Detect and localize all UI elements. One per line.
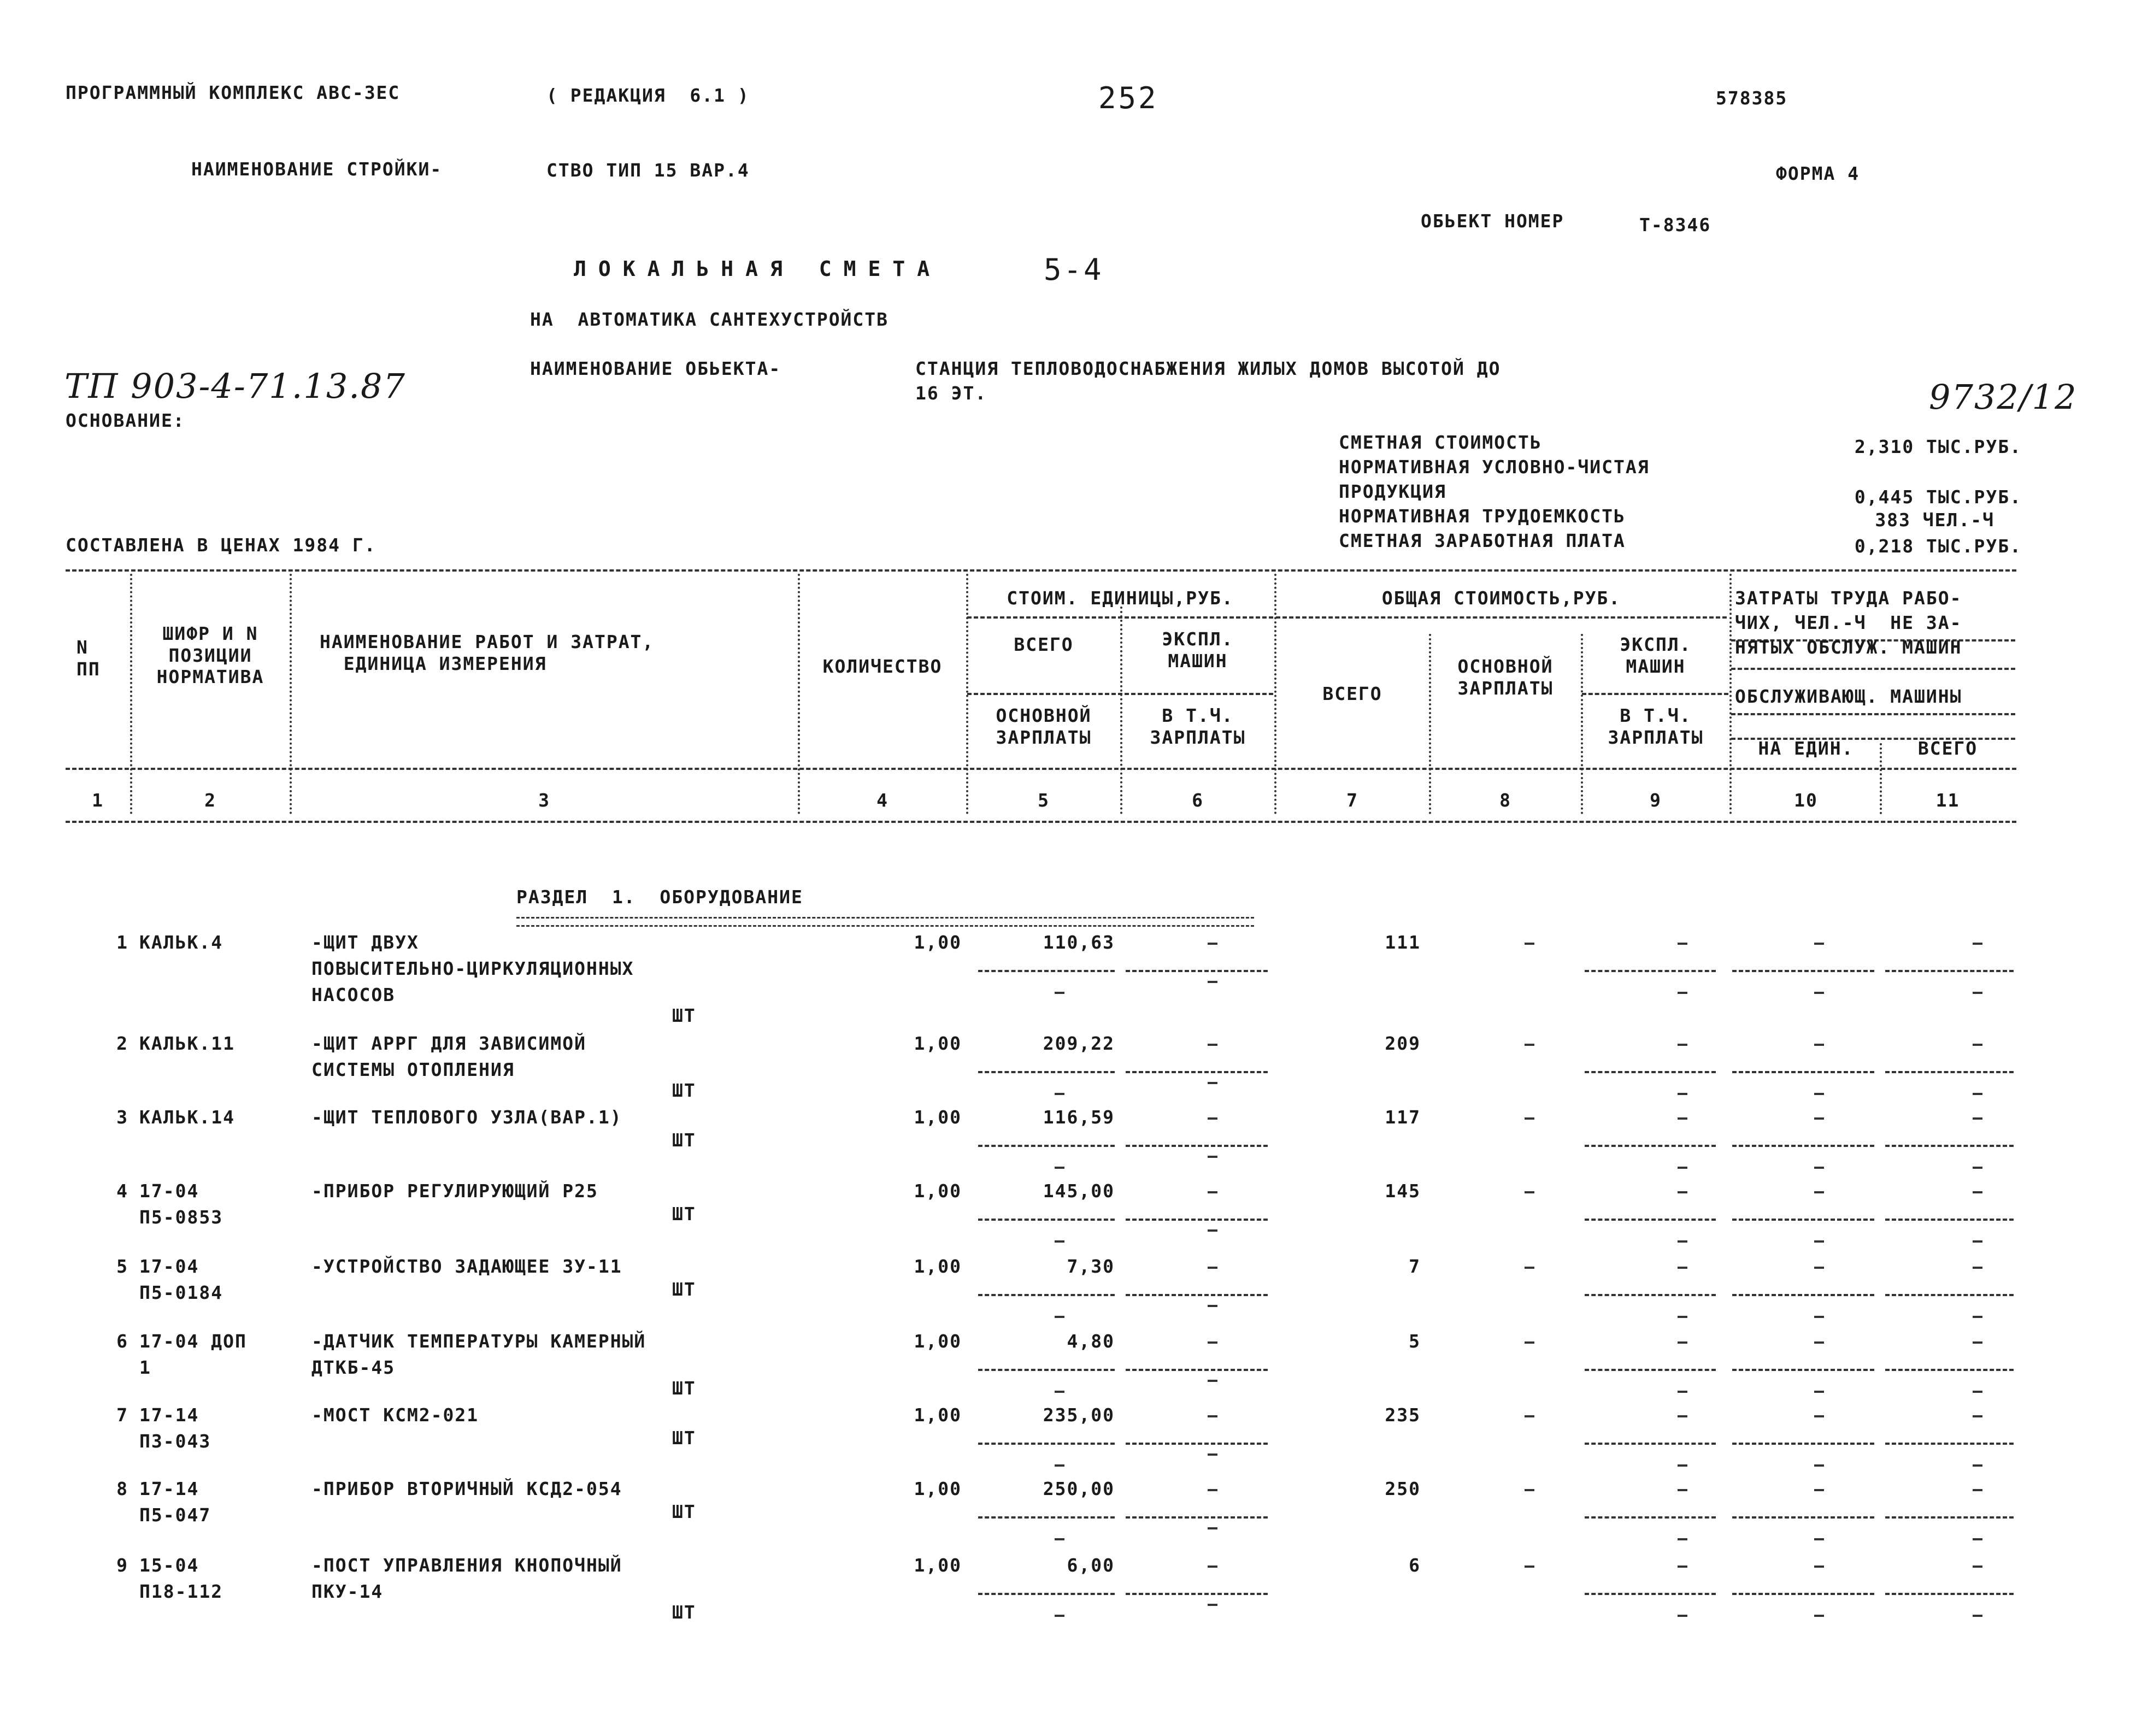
empty-cell-dash [1208, 1566, 1217, 1568]
row-code: 17-14 [139, 1478, 199, 1499]
empty-cell-dash [1814, 1117, 1824, 1120]
row-total-cost: 235 [1385, 1404, 1421, 1426]
col-header-total-all: ВСЕГО [1322, 683, 1382, 704]
cell-rule [978, 1516, 1115, 1519]
col-number: 1 [92, 790, 104, 811]
row-unit-cost: 116,59 [1043, 1107, 1115, 1128]
summary-label-wages: СМЕТНАЯ ЗАРАБОТНАЯ ПЛАТА [1339, 530, 1626, 551]
row-unit: ШТ [672, 1005, 696, 1026]
col-number: 5 [1038, 790, 1050, 811]
row-code: КАЛЬК.4 [139, 932, 223, 953]
row-code: 1 [139, 1357, 151, 1378]
form-label: ФОРМА 4 [1776, 163, 1860, 184]
row-unit: ШТ [672, 1501, 696, 1522]
row-quantity: 1,00 [914, 1256, 962, 1277]
empty-cell-dash [1973, 1240, 1982, 1243]
edition: ( РЕДАКЦИЯ 6.1 ) [546, 85, 750, 106]
summary-label-labor: НОРМАТИВНАЯ ТРУДОЕМКОСТЬ [1339, 505, 1626, 527]
row-name: -ПОСТ УПРАВЛЕНИЯ КНОПОЧНЫЙ [311, 1555, 622, 1576]
row-number: 7 [116, 1404, 128, 1426]
cell-rule [1732, 1219, 1874, 1221]
cell-rule [1126, 970, 1268, 972]
row-code: КАЛЬК.14 [139, 1107, 235, 1128]
empty-cell-dash [1055, 1538, 1064, 1540]
empty-cell-dash [1814, 1167, 1824, 1169]
row-code: 17-04 [139, 1180, 199, 1202]
object-number-value: Т-8346 [1639, 214, 1711, 236]
empty-cell-dash [1208, 1453, 1217, 1456]
cell-rule [1885, 1145, 2014, 1147]
empty-cell-dash [1208, 981, 1217, 983]
row-unit-cost: 235,00 [1043, 1404, 1115, 1426]
col-header-name: НАИМЕНОВАНИЕ РАБОТ И ЗАТРАТ, ЕДИНИЦА ИЗМЕРЕНИЯ [320, 631, 655, 674]
empty-cell-dash [1678, 1167, 1687, 1169]
col-header-unit-base-wage: ОСНОВНОЙ ЗАРПЛАТЫ [996, 705, 1092, 748]
cell-rule [978, 1369, 1115, 1371]
row-quantity: 1,00 [914, 1107, 962, 1128]
sub-rule [1276, 616, 1727, 619]
empty-cell-dash [1208, 1415, 1217, 1417]
cell-rule [1585, 1219, 1716, 1221]
row-name: -ПРИБОР ВТОРИЧНЫЙ КСД2-054 [311, 1478, 622, 1499]
row-unit: ШТ [672, 1602, 696, 1623]
row-total-cost: 5 [1409, 1331, 1421, 1352]
cell-rule [1126, 1294, 1268, 1296]
row-unit-cost: 4,80 [1067, 1331, 1115, 1352]
col-divider [798, 574, 800, 814]
col-divider [1729, 574, 1732, 814]
row-total-cost: 145 [1385, 1180, 1421, 1202]
sub-rule [967, 693, 1273, 695]
col-header-n: N ПП [77, 637, 101, 680]
row-unit-cost: 110,63 [1043, 932, 1115, 953]
cell-rule [1585, 970, 1716, 972]
cell-rule [1885, 1219, 2014, 1221]
row-number: 6 [116, 1331, 128, 1352]
empty-cell-dash [1814, 1538, 1824, 1540]
empty-cell-dash [1055, 1615, 1064, 1617]
empty-cell-dash [1678, 1341, 1687, 1344]
section-underline [516, 917, 1254, 927]
cell-rule [1885, 1071, 2014, 1073]
empty-cell-dash [1525, 1415, 1534, 1417]
cell-rule [1732, 1593, 1874, 1595]
sub-rule [1731, 713, 2015, 715]
col-number: 10 [1794, 790, 1818, 811]
empty-cell-dash [1678, 1191, 1687, 1193]
empty-cell-dash [1208, 1305, 1217, 1307]
col-number: 4 [876, 790, 889, 811]
empty-cell-dash [1678, 1240, 1687, 1243]
empty-cell-dash [1814, 1316, 1824, 1318]
row-number: 9 [116, 1555, 128, 1576]
empty-cell-dash [1678, 992, 1687, 994]
empty-cell-dash [1055, 1167, 1064, 1169]
empty-cell-dash [1208, 1044, 1217, 1046]
empty-cell-dash [1973, 1538, 1982, 1540]
cell-rule [1585, 1294, 1716, 1296]
row-unit: ШТ [672, 1279, 696, 1300]
empty-cell-dash [1973, 1093, 1982, 1095]
col-number: 3 [538, 790, 550, 811]
cell-rule [1585, 1071, 1716, 1073]
estimate-subject: НА АВТОМАТИКА САНТЕХУСТРОЙСТВ [530, 309, 889, 330]
row-unit-cost: 250,00 [1043, 1478, 1115, 1499]
empty-cell-dash [1973, 1464, 1982, 1467]
empty-cell-dash [1814, 1044, 1824, 1046]
empty-cell-dash [1814, 1191, 1824, 1193]
empty-cell-dash [1525, 943, 1534, 945]
cell-rule [1885, 970, 2014, 972]
cell-rule [1585, 1443, 1716, 1445]
summary-label-estimate-cost: СМЕТНАЯ СТОИМОСТЬ [1339, 432, 1542, 453]
row-number: 4 [116, 1180, 128, 1202]
object-name-line2: 16 ЭТ. [915, 382, 987, 404]
row-quantity: 1,00 [914, 1331, 962, 1352]
empty-cell-dash [1814, 992, 1824, 994]
handwritten-archive-number: 9732/12 [1929, 377, 2078, 417]
cell-rule [1732, 970, 1874, 972]
row-name: -ЩИТ ТЕПЛОВОГО УЗЛА(ВАР.1) [311, 1107, 622, 1128]
cell-rule [1126, 1593, 1268, 1595]
empty-cell-dash [1678, 1566, 1687, 1568]
row-unit: ШТ [672, 1080, 696, 1101]
row-quantity: 1,00 [914, 1478, 962, 1499]
row-total-cost: 250 [1385, 1478, 1421, 1499]
summary-value-labor: 383 ЧЕЛ.-Ч [1875, 509, 1994, 531]
cell-rule [1732, 1294, 1874, 1296]
col-number: 8 [1499, 790, 1511, 811]
row-quantity: 1,00 [914, 1180, 962, 1202]
row-number: 3 [116, 1107, 128, 1128]
row-name: -ЩИТ АРРГ ДЛЯ ЗАВИСИМОЙ [311, 1033, 586, 1054]
empty-cell-dash [1973, 1566, 1982, 1568]
row-quantity: 1,00 [914, 932, 962, 953]
price-level: СОСТАВЛЕНА В ЦЕНАХ 1984 Г. [66, 534, 376, 556]
row-number: 5 [116, 1256, 128, 1277]
empty-cell-dash [1973, 1341, 1982, 1344]
row-code: П5-047 [139, 1504, 211, 1526]
empty-cell-dash [1055, 1391, 1064, 1393]
row-code: П5-0853 [139, 1207, 223, 1228]
row-unit: ШТ [672, 1203, 696, 1225]
empty-cell-dash [1525, 1566, 1534, 1568]
empty-cell-dash [1973, 1489, 1982, 1491]
empty-cell-dash [1973, 1267, 1982, 1269]
cell-rule [1885, 1516, 2014, 1519]
col-header-unit-incl-wage: В Т.Ч. ЗАРПЛАТЫ [1150, 705, 1246, 748]
column-numbers-rule [66, 821, 2016, 823]
empty-cell-dash [1814, 1415, 1824, 1417]
row-code: П18-112 [139, 1581, 223, 1602]
empty-cell-dash [1055, 992, 1064, 994]
empty-cell-dash [1678, 1044, 1687, 1046]
row-total-cost: 7 [1409, 1256, 1421, 1277]
program-name: ПРОГРАММНЫЙ КОМПЛЕКС АВС-ЗЕС [66, 82, 401, 103]
cell-rule [1885, 1443, 2014, 1445]
col-header-labor-line3: НЯТЫХ ОБСЛУЖ. МАШИН [1735, 637, 1962, 658]
empty-cell-dash [1814, 943, 1824, 945]
empty-cell-dash [1678, 1117, 1687, 1120]
empty-cell-dash [1973, 992, 1982, 994]
cell-rule [1126, 1145, 1268, 1147]
cell-rule [1885, 1593, 2014, 1595]
cell-rule [1126, 1219, 1268, 1221]
object-name-line1: СТАНЦИЯ ТЕПЛОВОДОСНАБЖЕНИЯ ЖИЛЫХ ДОМОВ ВЫСОТОЙ ДО [915, 358, 1501, 379]
empty-cell-dash [1525, 1191, 1534, 1193]
empty-cell-dash [1525, 1267, 1534, 1269]
basis-label: ОСНОВАНИЕ: [66, 410, 185, 431]
summary-value-wages: 0,218 ТЫС.РУБ. [1854, 535, 2022, 557]
col-divider [290, 574, 292, 814]
cell-rule [1126, 1516, 1268, 1519]
col-number: 11 [1935, 790, 1960, 811]
summary-value-production: 0,445 ТЫС.РУБ. [1854, 486, 2022, 508]
row-name: ПОВЫСИТЕЛЬНО-ЦИРКУЛЯЦИОННЫХ [311, 958, 634, 979]
empty-cell-dash [1525, 1489, 1534, 1491]
cell-rule [978, 1443, 1115, 1445]
object-name-label: НАИМЕНОВАНИЕ ОБЬЕКТА- [530, 358, 781, 379]
row-name: -МОСТ КСМ2-021 [311, 1404, 479, 1426]
row-name: -УСТРОЙСТВО ЗАДАЮЩЕЕ ЗУ-11 [311, 1256, 622, 1277]
summary-label-net-output: НОРМАТИВНАЯ УСЛОВНО-ЧИСТАЯ [1339, 456, 1650, 478]
page-number: 252 [1098, 81, 1158, 115]
empty-cell-dash [1678, 1415, 1687, 1417]
col-header-total-machines: ЭКСПЛ. МАШИН [1620, 634, 1692, 677]
empty-cell-dash [1208, 1604, 1217, 1606]
cell-rule [1585, 1593, 1716, 1595]
col-header-labor-total: ВСЕГО [1917, 738, 1978, 759]
row-name: СИСТЕМЫ ОТОПЛЕНИЯ [311, 1059, 515, 1080]
col-header-code: ШИФР И N ПОЗИЦИИ НОРМАТИВА [156, 623, 264, 688]
row-unit-cost: 209,22 [1043, 1033, 1115, 1054]
empty-cell-dash [1678, 1391, 1687, 1393]
empty-cell-dash [1208, 943, 1217, 945]
empty-cell-dash [1973, 1316, 1982, 1318]
col-header-labor-line2: ЧИХ, ЧЕЛ.-Ч НЕ ЗА- [1735, 612, 1962, 633]
sub-rule [967, 616, 1273, 619]
cell-rule [1732, 1443, 1874, 1445]
empty-cell-dash [1208, 1117, 1217, 1120]
empty-cell-dash [1208, 1191, 1217, 1193]
empty-cell-dash [1678, 1615, 1687, 1617]
document-number: 578385 [1716, 87, 1788, 109]
row-unit: ШТ [672, 1129, 696, 1151]
cell-rule [1732, 1071, 1874, 1073]
col-header-unit-cost: СТОИМ. ЕДИНИЦЫ,РУБ. [1007, 587, 1234, 609]
col-divider [130, 574, 132, 814]
empty-cell-dash [1973, 1117, 1982, 1120]
cell-rule [1585, 1369, 1716, 1371]
empty-cell-dash [1814, 1267, 1824, 1269]
row-code: 15-04 [139, 1555, 199, 1576]
empty-cell-dash [1678, 1489, 1687, 1491]
row-name: ДТКБ-45 [311, 1357, 396, 1378]
col-number: 9 [1650, 790, 1662, 811]
row-total-cost: 209 [1385, 1033, 1421, 1054]
row-unit: ШТ [672, 1427, 696, 1449]
empty-cell-dash [1525, 1117, 1534, 1120]
cell-rule [978, 1145, 1115, 1147]
col-header-labor-per-unit: НА ЕДИН. [1758, 738, 1854, 759]
row-unit-cost: 145,00 [1043, 1180, 1115, 1202]
cell-rule [1885, 1294, 2014, 1296]
empty-cell-dash [1814, 1093, 1824, 1095]
sub-rule [1582, 693, 1728, 695]
construction-value: СТВО ТИП 15 ВАР.4 [546, 160, 750, 181]
empty-cell-dash [1814, 1615, 1824, 1617]
row-name: ПКУ-14 [311, 1581, 384, 1602]
row-code: 17-04 ДОП [139, 1331, 247, 1352]
empty-cell-dash [1678, 1538, 1687, 1540]
empty-cell-dash [1814, 1240, 1824, 1243]
row-number: 8 [116, 1478, 128, 1499]
empty-cell-dash [1208, 1082, 1217, 1084]
col-header-unit-total: ВСЕГО [1014, 634, 1074, 655]
cell-rule [1585, 1516, 1716, 1519]
col-header-qty: КОЛИЧЕСТВО [822, 656, 943, 677]
cell-rule [1126, 1443, 1268, 1445]
empty-cell-dash [1678, 1464, 1687, 1467]
col-header-unit-machines: ЭКСПЛ. МАШИН [1162, 628, 1234, 672]
row-total-cost: 117 [1385, 1107, 1421, 1128]
empty-cell-dash [1814, 1566, 1824, 1568]
cell-rule [1732, 1516, 1874, 1519]
empty-cell-dash [1973, 943, 1982, 945]
empty-cell-dash [1973, 1391, 1982, 1393]
section-title: РАЗДЕЛ 1. ОБОРУДОВАНИЕ [516, 886, 803, 908]
construction-label: НАИМЕНОВАНИЕ СТРОЙКИ- [191, 158, 443, 180]
empty-cell-dash [1814, 1464, 1824, 1467]
handwritten-project-code: ТП 903-4-71.13.87 [64, 366, 406, 406]
col-header-total-incl-wage: В Т.Ч. ЗАРПЛАТЫ [1608, 705, 1704, 748]
cell-rule [1732, 1369, 1874, 1371]
empty-cell-dash [1525, 1341, 1534, 1344]
empty-cell-dash [1973, 1415, 1982, 1417]
row-name: -ДАТЧИК ТЕМПЕРАТУРЫ КАМЕРНЫЙ [311, 1331, 646, 1352]
empty-cell-dash [1208, 1267, 1217, 1269]
empty-cell-dash [1814, 1489, 1824, 1491]
empty-cell-dash [1208, 1527, 1217, 1529]
summary-value-estimate-cost: 2,310 ТЫС.РУБ. [1854, 436, 2022, 457]
empty-cell-dash [1814, 1341, 1824, 1344]
col-number: 6 [1192, 790, 1204, 811]
col-header-total-cost: ОБЩАЯ СТОИМОСТЬ,РУБ. [1381, 587, 1621, 609]
row-name: НАСОСОВ [311, 984, 396, 1005]
row-quantity: 1,00 [914, 1404, 962, 1426]
empty-cell-dash [1208, 1380, 1217, 1382]
empty-cell-dash [1055, 1093, 1064, 1095]
cell-rule [978, 1294, 1115, 1296]
row-unit-cost: 7,30 [1067, 1256, 1115, 1277]
empty-cell-dash [1208, 1341, 1217, 1344]
empty-cell-dash [1973, 1615, 1982, 1617]
empty-cell-dash [1678, 943, 1687, 945]
cell-rule [978, 970, 1115, 972]
object-number-label: ОБЬЕКТ НОМЕР [1421, 210, 1564, 232]
row-name: -ПРИБОР РЕГУЛИРУЮЩИЙ Р25 [311, 1180, 598, 1202]
row-number: 2 [116, 1033, 128, 1054]
empty-cell-dash [1208, 1489, 1217, 1491]
row-code: 17-14 [139, 1404, 199, 1426]
cell-rule [1585, 1145, 1716, 1147]
estimate-title: ЛОКАЛЬНАЯ СМЕТА [574, 257, 942, 281]
row-unit-cost: 6,00 [1067, 1555, 1115, 1576]
empty-cell-dash [1208, 1229, 1217, 1232]
table-top-rule [66, 569, 2016, 572]
cell-rule [1732, 1145, 1874, 1147]
empty-cell-dash [1678, 1316, 1687, 1318]
header-bottom-rule [66, 768, 2016, 770]
row-name: -ЩИТ ДВУХ [311, 932, 419, 953]
row-total-cost: 6 [1409, 1555, 1421, 1576]
cell-rule [978, 1593, 1115, 1595]
cell-rule [978, 1219, 1115, 1221]
row-total-cost: 111 [1385, 932, 1421, 953]
empty-cell-dash [1678, 1267, 1687, 1269]
row-unit: ШТ [672, 1378, 696, 1399]
empty-cell-dash [1973, 1044, 1982, 1046]
empty-cell-dash [1973, 1191, 1982, 1193]
row-code: 17-04 [139, 1256, 199, 1277]
empty-cell-dash [1525, 1044, 1534, 1046]
cell-rule [1126, 1369, 1268, 1371]
empty-cell-dash [1055, 1240, 1064, 1243]
empty-cell-dash [1973, 1167, 1982, 1169]
col-header-labor-line1: ЗАТРАТЫ ТРУДА РАБО- [1735, 587, 1962, 609]
row-code: КАЛЬК.11 [139, 1033, 235, 1054]
col-number: 7 [1346, 790, 1358, 811]
empty-cell-dash [1055, 1464, 1064, 1467]
row-code: П3-043 [139, 1431, 211, 1452]
summary-label-production: ПРОДУКЦИЯ [1339, 481, 1446, 502]
cell-rule [1885, 1369, 2014, 1371]
row-quantity: 1,00 [914, 1555, 962, 1576]
col-number: 2 [204, 790, 216, 811]
row-code: П5-0184 [139, 1282, 223, 1303]
cell-rule [978, 1071, 1115, 1073]
row-number: 1 [116, 932, 128, 953]
empty-cell-dash [1055, 1316, 1064, 1318]
estimate-number: 5-4 [1044, 252, 1104, 287]
empty-cell-dash [1678, 1093, 1687, 1095]
empty-cell-dash [1208, 1156, 1217, 1158]
sub-rule [1731, 668, 2015, 670]
empty-cell-dash [1814, 1391, 1824, 1393]
col-header-total-base-wage: ОСНОВНОЙ ЗАРПЛАТЫ [1457, 656, 1554, 699]
cell-rule [1126, 1071, 1268, 1073]
row-quantity: 1,00 [914, 1033, 962, 1054]
col-header-labor-line4: ОБСЛУЖИВАЮЩ. МАШИНЫ [1735, 686, 1962, 707]
